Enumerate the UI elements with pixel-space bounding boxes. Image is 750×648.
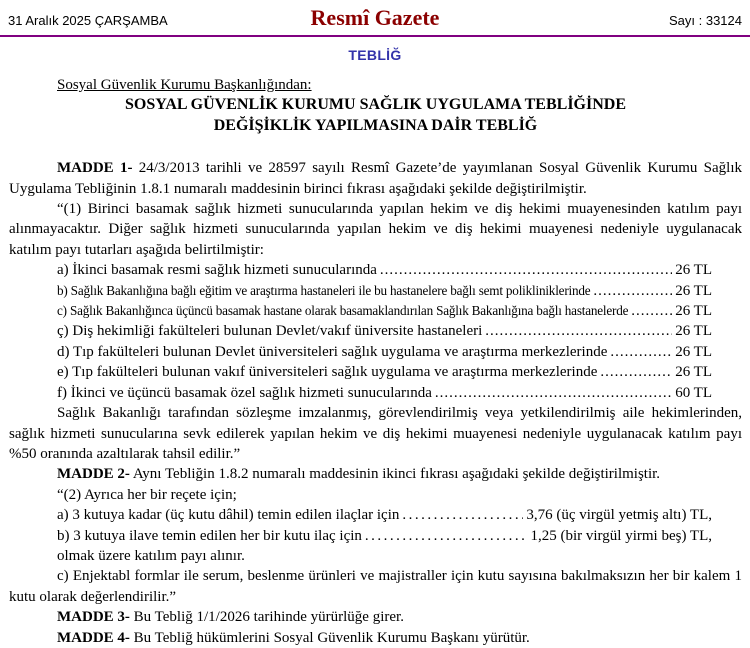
madde1-label: MADDE 1- <box>57 160 133 177</box>
madde4-label: MADDE 4- <box>57 629 130 646</box>
issuing-authority: Sosyal Güvenlik Kurumu Başkanlığından: <box>57 77 312 93</box>
madde3-label: MADDE 3- <box>57 609 130 626</box>
dot-leader <box>600 362 672 382</box>
madde2-label: MADDE 2- <box>57 466 130 483</box>
gazette-masthead: Resmî Gazete <box>310 5 440 30</box>
fee-line-text: ç) Diş hekimliği fakülteleri bulunan Devlet/vakıf üniversite hastaneleri <box>57 323 483 340</box>
fee-line-text: b) 3 kutuya ilave temin edilen her bir kutu ilaç için <box>57 527 362 544</box>
gazette-header <box>0 0 750 33</box>
document-body <box>0 75 750 648</box>
issue-number: Sayı : 33124 <box>669 13 742 28</box>
madde1-clause1: “(1) Birinci basamak sağlık hizmeti sunucularında yapılan hekim ve diş hekimi muayenesinden katılım payı alınmayacaktır. Diğer sağlık hizmeti sunucularında yapılan hekim ve diş hekimi muayenesi nedeniyle uygulanacak katılım payı tutarları aşağıda belirtilmiştir: <box>9 201 742 258</box>
dot-leader <box>610 342 672 362</box>
fee-line-value: 26 TL <box>675 343 712 360</box>
fee-line-value: 26 TL <box>675 262 712 279</box>
fee-line-value: 26 TL <box>675 364 712 381</box>
section-heading: TEBLİĞ <box>348 47 402 63</box>
fee-line-value: 26 TL <box>675 282 712 299</box>
madde4-paragraph <box>9 628 742 648</box>
prescription-fee-line-b <box>57 526 742 546</box>
madde3-text: Bu Tebliğ 1/1/2026 tarihinde yürürlüğe girer. <box>133 609 404 626</box>
issue-date: 31 Aralık 2025 ÇARŞAMBA <box>8 13 168 28</box>
dot-leader <box>631 301 672 321</box>
madde1-text: 24/3/2013 tarihli ve 28597 sayılı Resmî Gazete’de yayımlanan Sosyal Güvenlik Kurumu Sağlık Uygulama Tebliğinin 1.8.1 numaralı maddesinin birinci fıkrası aşağıdaki şekilde değiştirilmiştir. <box>9 160 743 197</box>
dot-leader <box>435 383 672 403</box>
fee-line-text: f) İkinci ve üçüncü basamak özel sağlık hizmeti sunucularında <box>57 384 432 401</box>
fee-line-value: 1,25 (bir virgül yirmi beş) TL, <box>530 527 712 544</box>
fee-line-text: b) Sağlık Bakanlığına bağlı eğitim ve araştırma hastaneleri ile bu hastanelere bağlı semt polikliniklerinde <box>57 282 591 298</box>
fee-line-value: 3,76 (üç virgül yetmiş altı) TL, <box>526 507 712 524</box>
dot-leader <box>365 526 528 546</box>
fee-line-d <box>57 342 742 362</box>
fee-line-value: 26 TL <box>675 323 712 340</box>
dot-leader <box>485 321 672 341</box>
madde2-continuation: olmak üzere katılım payı alınır. <box>57 547 245 564</box>
madde2-paragraph <box>9 464 742 484</box>
madde2-item-c: c) Enjektabl formlar ile serum, beslenme ürünleri ve majistraller için kutu sayısına bakılmaksızın her bir kalem 1 kutu olarak değerlendirilir.” <box>9 568 742 605</box>
fee-line-text: d) Tıp fakülteleri bulunan Devlet üniversiteleri sağlık uygulama ve araştırma merkezlerinde <box>57 343 608 360</box>
fee-line-text: e) Tıp fakülteleri bulunan vakıf üniversiteleri sağlık uygulama ve araştırma merkezlerinde <box>57 364 598 381</box>
madde1-paragraph <box>9 158 742 199</box>
madde3-paragraph <box>9 607 742 627</box>
document-title-line1: SOSYAL GÜVENLİK KURUMU SAĞLIK UYGULAMA TEBLİĞİNDE <box>125 96 626 114</box>
dot-leader <box>380 260 672 280</box>
document-title-line2: DEĞİŞİKLİK YAPILMASINA DAİR TEBLİĞ <box>213 116 538 134</box>
madde4-text: Bu Tebliğ hükümlerini Sosyal Güvenlik Kurumu Başkanı yürütür. <box>133 629 530 646</box>
fee-line-b <box>57 281 742 301</box>
fee-line-f <box>57 383 742 403</box>
fee-line-a <box>57 260 742 280</box>
dot-leader <box>593 281 672 301</box>
fee-line-text: a) 3 kutuya kadar (üç kutu dâhil) temin edilen ilaçlar için <box>57 507 400 524</box>
fee-line-cc <box>57 321 742 341</box>
header-divider <box>0 35 750 37</box>
prescription-fee-line-a <box>57 505 742 525</box>
fee-line-value: 60 TL <box>675 384 712 401</box>
madde2-text: Aynı Tebliğin 1.8.2 numaralı maddesinin ikinci fıkrası aşağıdaki şekilde değiştirilmiştir. <box>132 466 661 483</box>
madde2-clause: “(2) Ayrıca her bir reçete için; <box>57 486 237 503</box>
fee-line-text: a) İkinci basamak resmi sağlık hizmeti sunucularında <box>57 262 377 279</box>
madde1-closing: Sağlık Bakanlığı tarafından sözleşme imzalanmış, görevlendirilmiş veya yetkilendirilmiş aile hekimlerinden, sağlık hizmeti sunucularına sevk edilerek yapılan hekim ve diş hekimi muayenesi nedeniyle uygulanacak katılım payı %50 oranında azaltılarak tahsil edilir.” <box>9 405 742 462</box>
fee-line-text: c) Sağlık Bakanlığınca üçüncü basamak hastane olarak basamaklandırılan Sağlık Bakanlığına bağlı hastanelerde <box>57 303 629 319</box>
dot-leader <box>402 505 523 525</box>
fee-line-c <box>57 301 742 321</box>
fee-line-e <box>57 362 742 382</box>
fee-line-value: 26 TL <box>675 303 712 320</box>
